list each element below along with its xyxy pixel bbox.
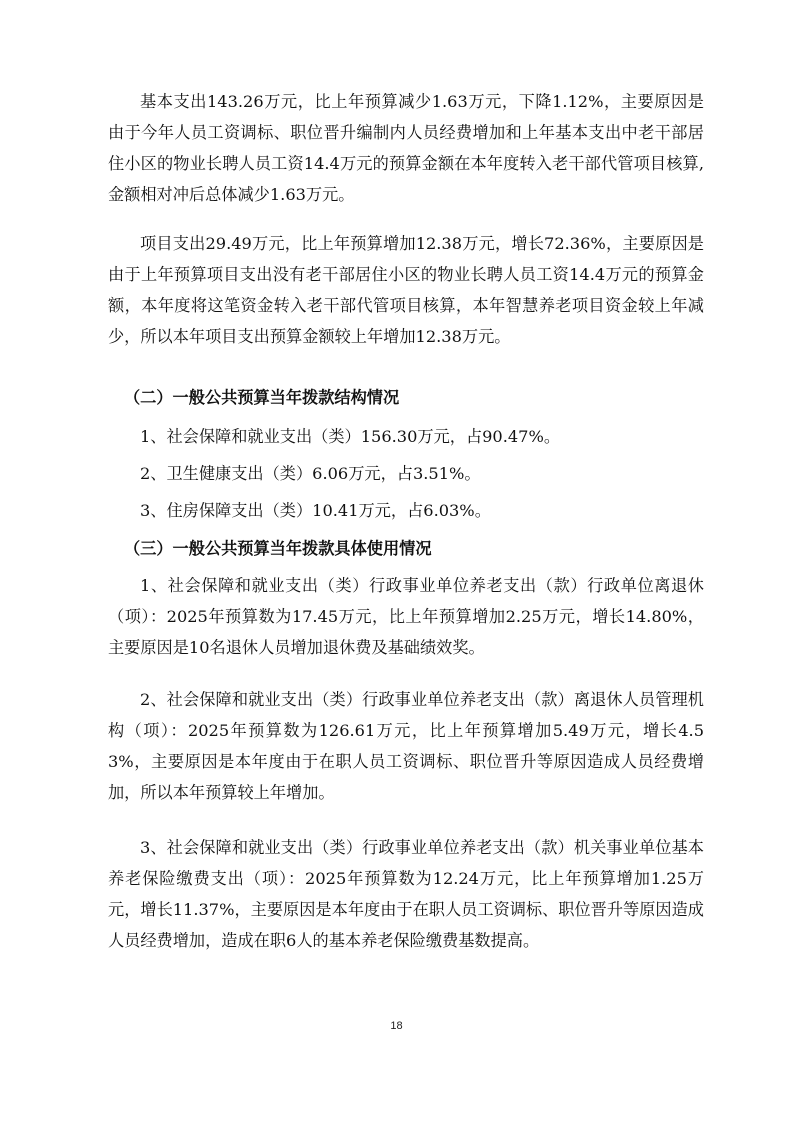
usage-item-pension-insurance: 3、社会保障和就业支出（类）行政事业单位养老支出（款）机关事业单位基本养老保险缴费支出（项）：2025年预算数为12.24万元，比上年预算增加1.25万元，增长11.37%，主要原因是本年度由于在职人员工资调标、职位晋升等原因造成人员经费增加，造成在职6人的基本养老保险缴费基数提高。 [108, 838, 704, 950]
page-number: 18 [390, 1020, 403, 1032]
section-heading-structure: （二）一般公共预算当年拨款结构情况 [124, 388, 400, 407]
section-heading-usage: （三）一般公共预算当年拨款具体使用情况 [124, 539, 432, 558]
usage-item-retiree-management: 2、社会保障和就业支出（类）行政事业单位养老支出（款）离退休人员管理机构（项）：2025年预算数为126.61万元，比上年预算增加5.49万元，增长4.53%，主要原因是本年度由于在职人员工资调标、职位晋升等原因造成人员经费增加，所以本年预算较上年增加。 [108, 690, 704, 802]
usage-item-retirement: 1、社会保障和就业支出（类）行政事业单位养老支出（款）行政单位离退休（项）：2025年预算数为17.45万元，比上年预算增加2.25万元，增长14.80%，主要原因是10名退休人员增加退休费及基础绩效奖。 [108, 576, 704, 657]
paragraph-project-expenditure: 项目支出29.49万元，比上年预算增加12.38万元，增长72.36%，主要原因是由于上年预算项目支出没有老干部居住小区的物业长聘人员工资14.4万元的预算金额，本年度将这笔资金转入老干部代管项目核算，本年智慧养老项目资金较上年减少，所以本年项目支出预算金额较上年增加12.38万元。 [108, 234, 704, 346]
paragraph-basic-expenditure: 基本支出143.26万元，比上年预算减少1.63万元，下降1.12%，主要原因是由于今年人员工资调标、职位晋升编制内人员经费增加和上年基本支出中老干部居住小区的物业长聘人员工资14.4万元的预算金额在本年度转入老干部代管项目核算,金额相对冲后总体减少1.63万元。 [108, 92, 704, 204]
structure-item-housing: 3、住房保障支出（类）10.41万元，占6.03%。 [140, 501, 491, 520]
structure-item-health: 2、卫生健康支出（类）6.06万元，占3.51%。 [140, 464, 481, 483]
structure-item-social-security: 1、社会保障和就业支出（类）156.30万元，占90.47%。 [140, 427, 561, 446]
